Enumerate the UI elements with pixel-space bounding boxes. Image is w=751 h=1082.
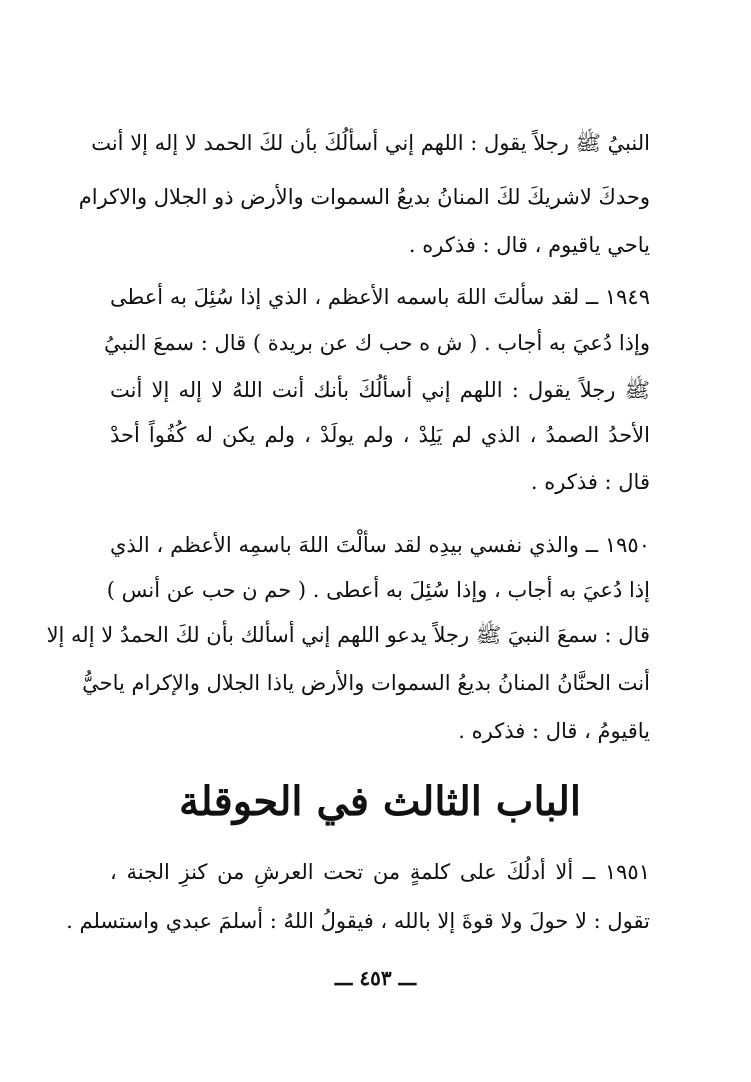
text-line: النبيُ ﷺ رجلاً يقول : اللهم إني أسألُكَ بأن لكَ الحمد لا إله إلا أنت	[91, 131, 650, 155]
chapter-heading: الباب الثالث في الحوقلة	[178, 778, 582, 825]
text-line: ياقيومُ ، قال : فذكره .	[458, 719, 650, 743]
text-line: قال : فذكره .	[530, 470, 650, 494]
text-line: وحدكَ لاشريكَ لكَ المنانُ بديعُ السموات والأرض ذو الجلال والاكرام	[78, 185, 650, 209]
text-line: ﷺ رجلاً يقول : اللهم إني أسألُكَ بأنك أنت اللهُ لا إله إلا أنت	[110, 378, 650, 402]
text-line: وإذا دُعيَ به أجاب . ( ش ه حب ك عن بريدة ) قال : سمعَ النبيُ	[104, 331, 650, 355]
text-line: الأحدُ الصمدُ ، الذي لم يَلِدْ ، ولم يولَدْ ، ولم يكن له كُفُواً أحدْ	[110, 423, 650, 447]
text-line: إذا دُعيَ به أجاب ، وإذا سُئِلَ به أعطى . ( حم ن حب عن أنس )	[106, 578, 650, 602]
text-line: ١٩٤٩ ــ لقد سألتَ اللهَ باسمه الأعظم ، الذي إذا سُئِلَ به أعطى	[110, 285, 650, 309]
text-line: قال : سمعَ النبيَ ﷺ رجلاً يدعو اللهم إني أسألك بأن لكَ الحمدُ لا إله إلا	[46, 623, 650, 647]
text-line: ياحي ياقيوم ، قال : فذكره .	[408, 233, 650, 257]
text-line: ١٩٥٠ ــ والذي نفسي بيدِه لقد سألْتَ اللهَ باسمِه الأعظم ، الذي	[110, 533, 650, 557]
text-line: تقول : لا حولَ ولا قوةَ إلا بالله ، فيقولُ اللهُ : أسلمَ عبدي واستسلم .	[66, 909, 650, 933]
page-number: ـــ ٤٥٣ ـــ	[334, 966, 417, 990]
text-line: ١٩٥١ ــ ألا أدلُكَ على كلمةٍ من تحت العرشِ من كنزِ الجنة ،	[110, 860, 650, 884]
text-line: أنت الحنَّانُ المنانُ بديعُ السموات والأرض ياذا الجلال والإكرام ياحيُّ	[82, 671, 650, 695]
